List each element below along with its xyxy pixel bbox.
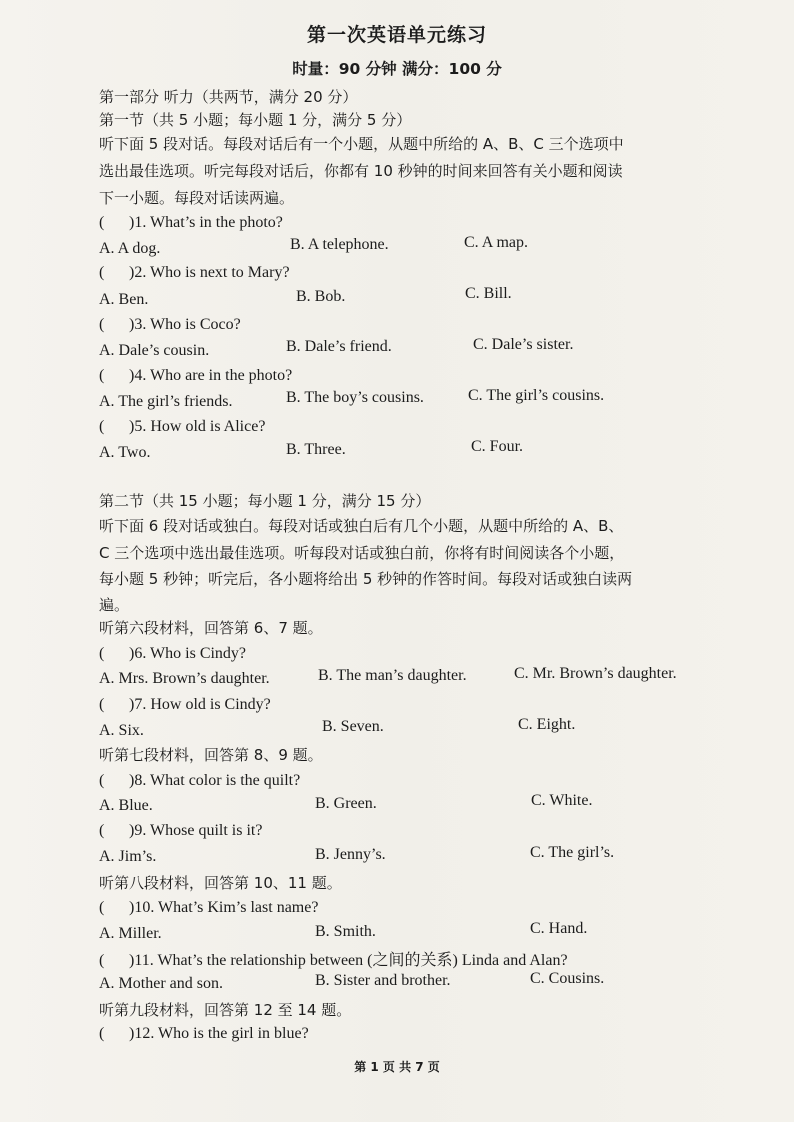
answer-paren[interactable]: ( [99, 418, 105, 435]
option-b: B. Seven. [322, 718, 384, 735]
answer-paren[interactable]: ( [99, 316, 105, 333]
option-c: C. Four. [471, 438, 524, 455]
answer-paren[interactable]: ( [99, 899, 105, 916]
section1-instruction-line: 选出最佳选项。听完每段对话后，你都有 10 秒钟的时间来回答有关小题和阅读 [99, 162, 623, 180]
material-label: 听第六段材料，回答第 6、7 题。 [99, 619, 323, 637]
answer-paren[interactable]: ( [99, 367, 105, 384]
exam-subtitle: 时量：90 分钟 满分：100 分 [292, 60, 502, 78]
option-a: A. Mrs. Brown’s daughter. [99, 670, 270, 687]
option-b: B. A telephone. [290, 236, 389, 253]
question-5 [99, 418, 265, 436]
question-text: )7. How old is Cindy? [129, 696, 271, 713]
option-b: B. Smith. [315, 923, 376, 940]
question-11 [99, 947, 568, 970]
question-text: )3. Who is Coco? [129, 316, 241, 333]
section1-instruction-line: 下一小题。每段对话读两遍。 [99, 189, 295, 207]
option-a: A. Two. [99, 444, 151, 461]
section1-instruction-line: 听下面 5 段对话。每段对话后有一个小题，从题中所给的 A、B、C 三个选项中 [99, 135, 624, 153]
answer-paren[interactable]: ( [99, 952, 105, 969]
section2-heading: 第二节（共 15 小题；每小题 1 分，满分 15 分） [99, 492, 431, 510]
question-8 [99, 772, 300, 790]
question-3 [99, 316, 241, 334]
option-b: B. Sister and brother. [315, 972, 451, 989]
option-a: A. Jim’s. [99, 848, 157, 865]
option-c: C. Mr. Brown’s daughter. [514, 665, 677, 682]
option-c: C. The girl’s. [530, 844, 615, 861]
option-c: C. Hand. [530, 920, 588, 937]
question-12 [99, 1025, 309, 1043]
option-b: B. Dale’s friend. [286, 338, 392, 355]
option-a: A. Blue. [99, 797, 153, 814]
question-text: )8. What color is the quilt? [129, 772, 301, 789]
option-a: A. Dale’s cousin. [99, 342, 210, 359]
question-text: )11. What’s the relationship between (之间的关系) Linda and Alan? [129, 952, 568, 969]
option-c: C. A map. [464, 234, 529, 251]
section2-instruction-line: 遍。 [99, 596, 130, 614]
question-text: )6. Who is Cindy? [129, 645, 247, 662]
option-a: A. Mother and son. [99, 975, 223, 992]
answer-paren[interactable]: ( [99, 645, 105, 662]
option-c: C. The girl’s cousins. [468, 387, 605, 404]
option-b: B. The boy’s cousins. [286, 389, 424, 406]
option-c: C. Dale’s sister. [473, 336, 574, 353]
question-4 [99, 367, 292, 385]
option-c: C. Bill. [465, 285, 512, 302]
option-b: B. Three. [286, 441, 346, 458]
question-6 [99, 645, 246, 663]
answer-paren[interactable]: ( [99, 214, 105, 231]
answer-paren[interactable]: ( [99, 822, 105, 839]
question-text: )4. Who are in the photo? [129, 367, 293, 384]
answer-paren[interactable]: ( [99, 264, 105, 281]
section1-heading: 第一节（共 5 小题；每小题 1 分，满分 5 分） [99, 111, 412, 129]
part1-heading: 第一部分 听力（共两节，满分 20 分） [99, 88, 358, 106]
answer-paren[interactable]: ( [99, 1025, 105, 1042]
option-a: A. Miller. [99, 925, 162, 942]
question-10 [99, 899, 318, 917]
option-b: B. Bob. [296, 288, 346, 305]
answer-paren[interactable]: ( [99, 696, 105, 713]
option-b: B. The man’s daughter. [318, 667, 467, 684]
answer-paren[interactable]: ( [99, 772, 105, 789]
page-number: 第 1 页 共 7 页 [354, 1060, 440, 1074]
option-c: C. White. [531, 792, 593, 809]
option-c: C. Eight. [518, 716, 576, 733]
question-2 [99, 264, 290, 282]
option-a: A. A dog. [99, 240, 161, 257]
material-label: 听第七段材料，回答第 8、9 题。 [99, 746, 323, 764]
question-7 [99, 696, 271, 714]
question-text: )10. What’s Kim’s last name? [129, 899, 319, 916]
option-b: B. Green. [315, 795, 377, 812]
question-text: )12. Who is the girl in blue? [129, 1025, 309, 1042]
section2-instruction-line: 听下面 6 段对话或独白。每段对话或独白后有几个小题，从题中所给的 A、B、 [99, 517, 624, 535]
material-label: 听第八段材料，回答第 10、11 题。 [99, 874, 342, 892]
question-9 [99, 822, 262, 840]
question-1 [99, 214, 283, 232]
question-text: )5. How old is Alice? [129, 418, 266, 435]
option-b: B. Jenny’s. [315, 846, 386, 863]
section2-instruction-line: 每小题 5 秒钟；听完后，各小题将给出 5 秒钟的作答时间。每段对话或独白读两 [99, 570, 633, 588]
section2-instruction-line: C 三个选项中选出最佳选项。听每段对话或独白前，你将有时间阅读各个小题， [99, 544, 625, 562]
question-text: )9. Whose quilt is it? [129, 822, 263, 839]
question-text: )2. Who is next to Mary? [129, 264, 290, 281]
exam-title: 第一次英语单元练习 [306, 24, 487, 46]
option-a: A. Six. [99, 722, 144, 739]
option-a: A. Ben. [99, 291, 149, 308]
option-c: C. Cousins. [530, 970, 605, 987]
option-a: A. The girl’s friends. [99, 393, 233, 410]
question-text: )1. What’s in the photo? [129, 214, 283, 231]
material-label: 听第九段材料，回答第 12 至 14 题。 [99, 1001, 352, 1019]
